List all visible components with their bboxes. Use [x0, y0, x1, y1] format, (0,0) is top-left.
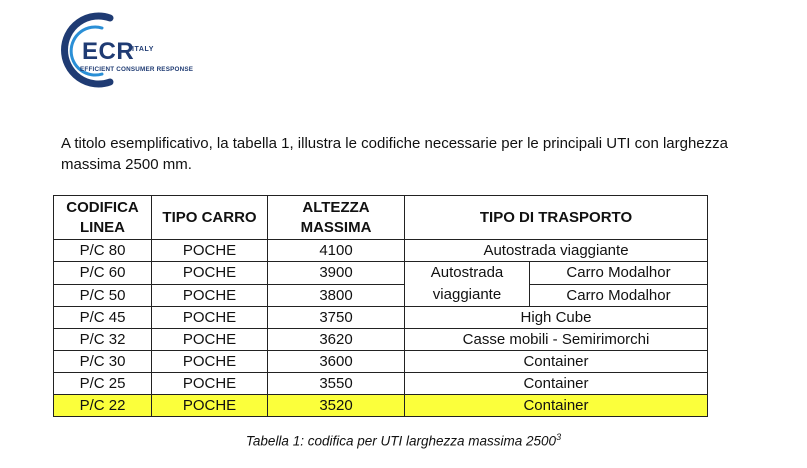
table-row [54, 240, 708, 262]
header-tipo-carro: TIPO CARRO [152, 196, 268, 240]
table-header-row [54, 196, 708, 240]
cell-carro: POCHE [152, 240, 268, 262]
cell-altezza: 3800 [268, 284, 405, 307]
cell-trasporto: Autostrada viaggiante [405, 240, 708, 262]
cell-altezza: 3550 [268, 373, 405, 395]
cell-trasporto: Casse mobili - Semirimorchi [405, 329, 708, 351]
table-row-highlighted [54, 395, 708, 417]
cell-trasporto: Container [405, 395, 708, 417]
cell-carro: POCHE [152, 284, 268, 307]
cell-trasporto-detail: Carro Modalhor [530, 262, 708, 285]
cell-codifica: P/C 22 [54, 395, 152, 417]
cell-codifica: P/C 30 [54, 351, 152, 373]
header-codifica: CODIFICA LINEA [54, 196, 152, 240]
cell-trasporto: Container [405, 373, 708, 395]
cell-carro: POCHE [152, 307, 268, 329]
cell-trasporto: Container [405, 351, 708, 373]
cell-codifica: P/C 45 [54, 307, 152, 329]
table-row [54, 284, 708, 307]
table-row [54, 351, 708, 373]
ecr-logo-tagline: EFFICIENT CONSUMER RESPONSE [80, 66, 194, 73]
ecr-logo [58, 10, 198, 90]
cell-carro: POCHE [152, 373, 268, 395]
header-altezza: ALTEZZA MASSIMA [268, 196, 405, 240]
table-row [54, 329, 708, 351]
caption-text: Tabella 1: codifica per UTI larghezza massima 2500 [245, 433, 557, 449]
cell-codifica: P/C 50 [54, 284, 152, 307]
cell-carro: POCHE [152, 395, 268, 417]
cell-altezza: 3620 [268, 329, 405, 351]
ecr-logo-country: ITALY [132, 46, 155, 53]
cell-carro: POCHE [152, 329, 268, 351]
cell-trasporto-merged: Autostrada viaggiante [405, 262, 530, 307]
ecr-logo-name: ECR [82, 38, 135, 65]
cell-carro: POCHE [152, 351, 268, 373]
cell-codifica: P/C 60 [54, 262, 152, 285]
cell-altezza: 3750 [268, 307, 405, 329]
cell-altezza: 3900 [268, 262, 405, 285]
uti-codes-table [53, 195, 708, 417]
header-tipo-trasporto: TIPO DI TRASPORTO [405, 196, 708, 240]
cell-carro: POCHE [152, 262, 268, 285]
cell-altezza: 4100 [268, 240, 405, 262]
table-row [54, 373, 708, 395]
cell-codifica: P/C 25 [54, 373, 152, 395]
cell-codifica: P/C 32 [54, 329, 152, 351]
cell-trasporto-detail: Carro Modalhor [530, 284, 708, 307]
cell-codifica: P/C 80 [54, 240, 152, 262]
cell-trasporto: High Cube [405, 307, 708, 329]
table-row [54, 262, 708, 285]
cell-altezza: 3520 [268, 395, 405, 417]
table-caption [0, 432, 807, 449]
intro-paragraph: A titolo esemplificativo, la tabella 1, illustra le codifiche necessarie per le principali UTI con larghezza massima 2500 mm. [61, 135, 728, 173]
caption-footnote: 3 [556, 432, 562, 442]
cell-altezza: 3600 [268, 351, 405, 373]
table-row [54, 307, 708, 329]
